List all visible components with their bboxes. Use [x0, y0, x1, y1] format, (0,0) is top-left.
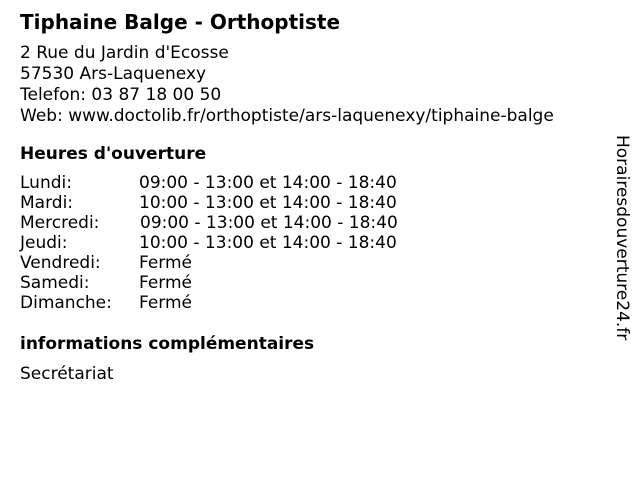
phone-number: Telefon: 03 87 18 00 50 [20, 85, 222, 105]
day-label: Vendredi: [20, 253, 101, 273]
address-block [20, 43, 554, 127]
opening-hours-table [20, 173, 440, 313]
day-hours: 09:00 - 13:00 et 14:00 - 18:40 [139, 173, 397, 193]
hours-row-thursday [20, 233, 440, 253]
additional-info-heading: informations complémentaires [20, 334, 315, 354]
day-label: Mardi: [20, 193, 74, 213]
address-street: 2 Rue du Jardin d'Ecosse [20, 43, 229, 63]
day-hours: Fermé [139, 293, 193, 313]
hours-row-sunday [20, 293, 440, 313]
day-label: Dimanche: [20, 293, 112, 313]
opening-hours-heading: Heures d'ouverture [20, 144, 207, 164]
day-label: Jeudi: [20, 233, 68, 253]
day-hours: 09:00 - 13:00 et 14:00 - 18:40 [140, 213, 398, 233]
day-label: Samedi: [20, 273, 90, 293]
page-title: Tiphaine Balge - Orthoptiste [20, 10, 341, 34]
website: Web: www.doctolib.fr/orthoptiste/ars-laquenexy/tiphaine-balge [20, 106, 554, 126]
hours-row-friday [20, 253, 440, 273]
day-hours: 10:00 - 13:00 et 14:00 - 18:40 [139, 233, 397, 253]
day-hours: Fermé [139, 253, 193, 273]
hours-row-tuesday [20, 193, 440, 213]
hours-row-monday [20, 173, 440, 193]
additional-info-text: Secrétariat [20, 364, 114, 384]
address-city: 57530 Ars-Laquenexy [20, 64, 207, 84]
hours-row-saturday [20, 273, 440, 293]
day-hours: 10:00 - 13:00 et 14:00 - 18:40 [139, 193, 397, 213]
day-label: Mercredi: [20, 213, 100, 233]
day-hours: Fermé [139, 273, 193, 293]
day-label: Lundi: [20, 173, 72, 193]
hours-row-wednesday [20, 213, 440, 233]
site-watermark: Horairesdouverture24.fr [612, 135, 632, 341]
